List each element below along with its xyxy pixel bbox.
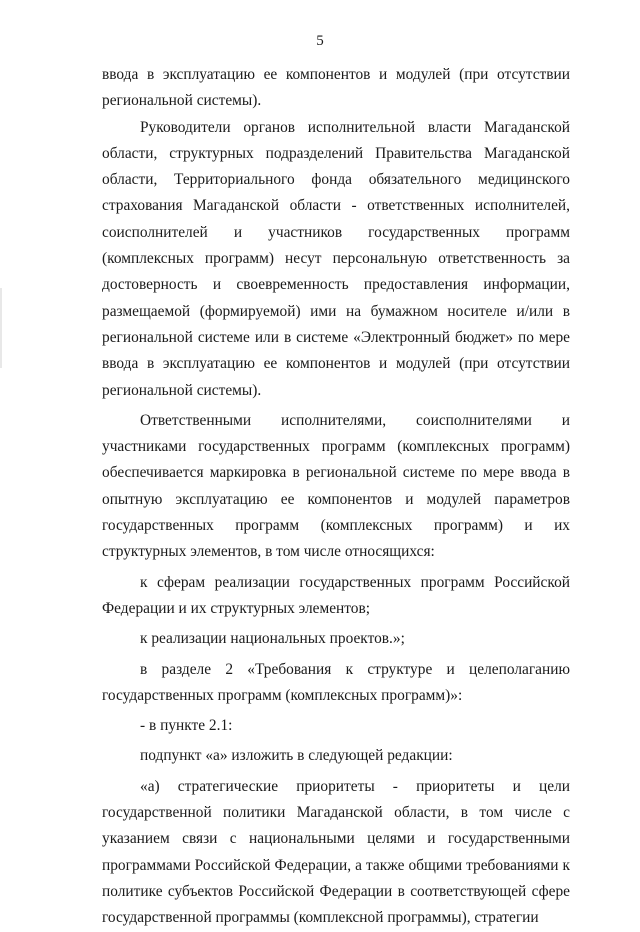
paragraph-point-2-1: - в пункте 2.1: (140, 717, 233, 735)
paragraph-list-item-projects: к реализации национальных проектов.»; (140, 630, 405, 648)
paragraph-strategic-priorities: «а) стратегические приоритеты - приоритеты и цели государственной политики Магаданской области, в том числе с указанием связи с национальными целями и государственными программами Российской Федерации, а также общими требованиями к политике субъектов Российской Федерации в соответствующей сфере государственной программы (комплексной программы), стратегии (102, 777, 570, 927)
document-body (102, 62, 570, 932)
paragraph-subpoint-a: подпункт «а» изложить в следующей редакции: (140, 747, 453, 765)
paragraph-marking: Ответственными исполнителями, соисполнителями и участниками государственных программ (комплексных программ) обеспечивается маркировка в региональной системе по мере ввода в опытную эксплуатацию ее компонентов и модулей параметров государственных программ (комплексных программ) и их структурных элементов, в том числе относящихся: (102, 411, 570, 561)
paragraph-responsibility: Руководители органов исполнительной власти Магаданской области, структурных подразделений Правительства Магаданской области, Территориального фонда обязательного медицинского страхования Магаданской области - ответственных исполнителей, соисполнителей и участников государственных программ (комплексных программ) несут персональную ответственность за достоверность и своевременность предоставления информации, размещаемой (формируемой) ими на бумажном носителе и/или в региональной системе или в системе «Электронный бюджет» по мере ввода в эксплуатацию ее компонентов и модулей (при отсутствии региональной системы). (102, 118, 570, 399)
scan-edge-mark (0, 288, 2, 368)
paragraph-list-item-spheres: к сферам реализации государственных программ Российской Федерации и их структурных элементов; (102, 573, 570, 617)
page-number: 5 (316, 33, 324, 49)
paragraph-continuation: ввода в эксплуатацию ее компонентов и модулей (при отсутствии региональной системы). (102, 66, 570, 110)
paragraph-section-2: в разделе 2 «Требования к структуре и целеполаганию государственных программ (комплексных программ)»: (102, 660, 570, 704)
